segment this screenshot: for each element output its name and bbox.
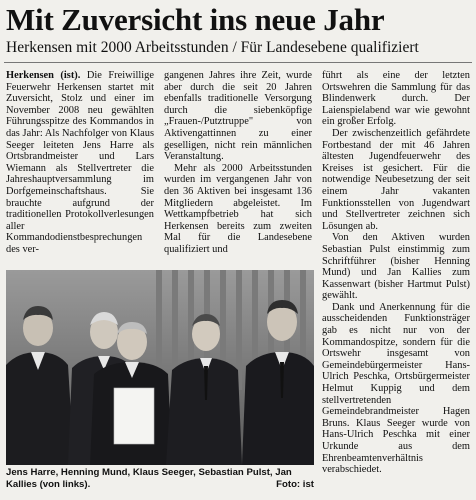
paragraph-text: Die Freiwillige Feuerwehr Herkensen startet mit Zuversicht, Stolz und einer im November 2008 neu gewählten Führungsspitze des Kommandos in das Jahr: Als Nachfolger von Klaus Seeger leiteten Jens Harre als Ortsbrandmeister und Lars Wiemann als Stellvertreter die Jahreshauptversammlung im Dorfgemeinschaftshaus. Sie brauchte aufgrund der traditionellen Protokollverlesungen aller Kommandodienstbesprechungen des ver- xyxy=(6,70,154,255)
headline: Mit Zuversicht ins neue Jahr xyxy=(6,2,385,37)
certificate xyxy=(114,388,154,444)
dateline: Herkensen (ist). xyxy=(6,70,81,81)
caption-text: Jens Harre, Henning Mund, Klaus Seeger, Sebastian Pulst, Jan Kallies (von links). xyxy=(6,467,292,490)
paragraph: gangenen Jahres ihre Zeit, wurde aber durch die seit 20 Jahren ebenfalls traditionelle Versorgung durch die siebenköpfige „Frauen-/Putztruppe" von Aktivengattinnen zu einer geselligen, nicht rein männlichen Veranstaltung. xyxy=(164,70,312,163)
divider-rule xyxy=(4,62,472,63)
paragraph: Von den Aktiven wurden Sebastian Pulst einstimmig zum Schriftführer (bisher Henning Mund) und Jan Kallies zum Kassenwart (bisher Hartmut Pulst) gewählt. xyxy=(322,232,470,302)
paragraph: Dank und Anerkennung für die ausscheidenden Funktionsträger gab es nicht nur von der Kommandospitze, sondern für die Ortswehr insgesamt von Gemeindebürgermeister Hans-Ulrich Peschka, Ortsbürgermeister Helmut Kuppig und dem stellvertretenden Gemeindebrandmeister Hagen Bruns. Klaus Seeger wurde von Hans-Ulrich Peschka mit einer Urkunde aus dem Ehrenbeamtenverhältnis verabschiedet. xyxy=(322,301,470,476)
photo-illustration xyxy=(6,270,314,465)
paragraph: Mehr als 2000 Arbeitsstunden wurden im vergangenen Jahr von den 36 Aktiven bei insgesamt 136 Mitgliedern abgeleistet. Im Wettkampfbetrieb hat sich Herkensen bereits zum zweiten Mal für die Landesebene qualifiziert und xyxy=(164,162,312,255)
paragraph: führt als eine der letzten Ortswehren die Sammlung für das Blindenwerk durch. Der Laienspielabend war wie gewohnt ein großer Erfolg. xyxy=(322,70,470,128)
paragraph xyxy=(6,70,154,256)
article-column-2 xyxy=(164,70,312,266)
group-photo xyxy=(6,270,314,465)
paragraph: Der zwischenzeitlich gefährdete Fortbestand der mit 46 Jahren ältesten Jugendfeuerwehr des Kreises ist gesichert. Für die notwendige Neubesetzung der seit einem Jahr vakanten Funktionsstellen von Jugendwart und Stellvertreter zeichnen sich Lösungen ab. xyxy=(322,127,470,232)
article-column-1 xyxy=(6,70,154,266)
photo-credit: Foto: ist xyxy=(276,478,314,490)
article-column-3 xyxy=(322,70,470,494)
subheadline: Herkensen mit 2000 Arbeitsstunden / Für Landesebene qualifiziert xyxy=(6,39,419,56)
photo-caption xyxy=(6,467,314,490)
